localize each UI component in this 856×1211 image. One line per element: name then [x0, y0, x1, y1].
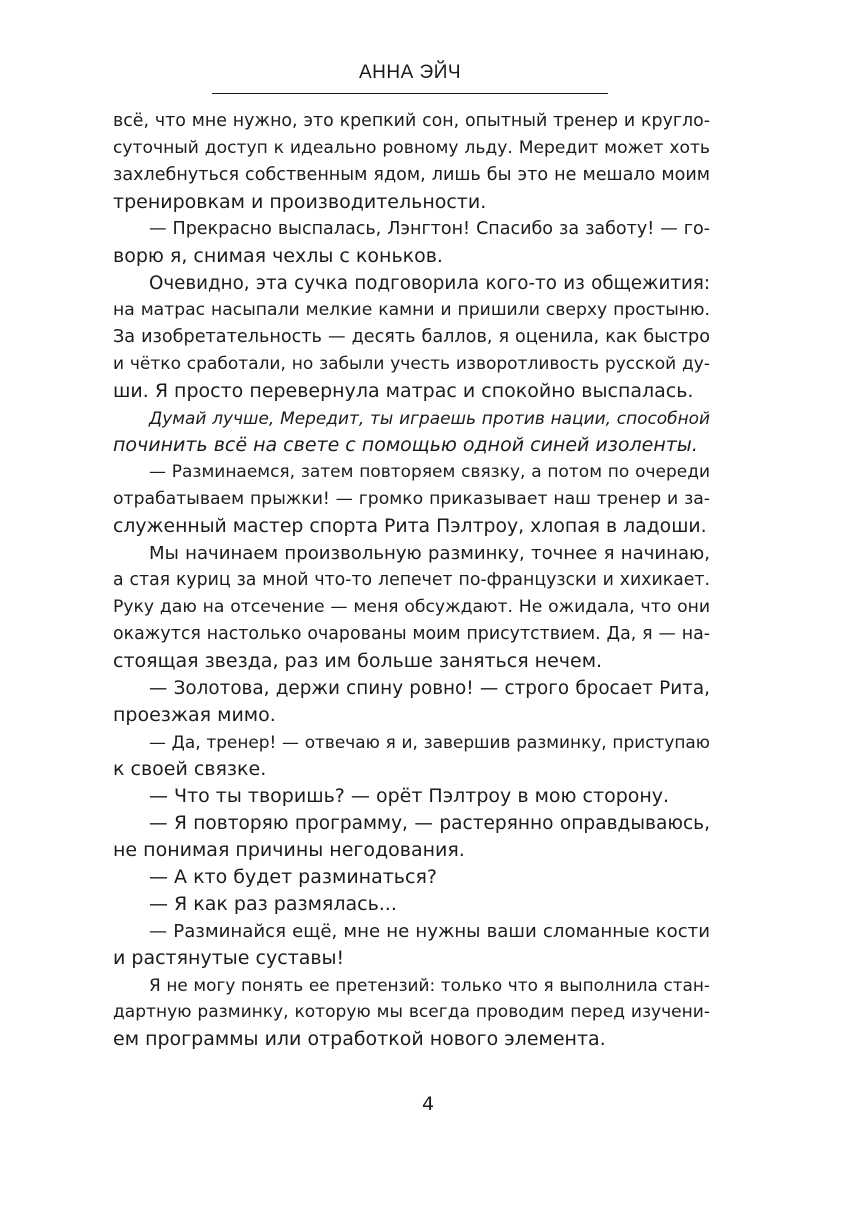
text-line: и растянутые суставы!	[113, 947, 345, 969]
text-line: починить всё на свете с помощью одной синей изоленты.	[113, 434, 698, 456]
paragraph	[113, 675, 710, 729]
page-number: 4	[421, 1093, 435, 1115]
text-line: — Золотова, держи спину ровно! — строго бросает Рита,	[149, 678, 710, 699]
text-line: служенный мастер спорта Рита Пэлтроу, хлопая в ладоши.	[113, 516, 707, 537]
paragraph	[113, 540, 710, 675]
paragraph	[113, 783, 710, 810]
text-line: захлебнуться собственным ядом, лишь бы это не мешало моим	[113, 165, 710, 185]
paragraph	[113, 405, 710, 459]
text-line: Я не могу понять ее претензий: только что я выполнила стан-	[149, 975, 710, 995]
header-rule	[212, 93, 608, 94]
text-line: отрабатываем прыжки! — громко приказывает наш тренер и за-	[113, 489, 710, 509]
paragraph	[113, 216, 710, 270]
paragraph	[113, 108, 710, 216]
text-line: стоящая звезда, раз им больше заняться нечем.	[113, 650, 603, 672]
text-line: — Разминайся ещё, мне не нужны ваши сломанные кости	[149, 921, 710, 942]
text-line: — Да, тренер! — отвечаю я и, завершив разминку, приступаю	[149, 732, 710, 752]
paragraph	[113, 972, 710, 1053]
paragraph	[113, 864, 710, 891]
paragraph	[113, 810, 710, 864]
text-line: окажутся настолько очарованы моим присутствием. Да, я — на-	[113, 624, 710, 644]
text-line: и чётко сработали, но забыли учесть изворотливость русской ду-	[113, 354, 710, 374]
text-line: дартную разминку, которую мы всегда проводим перед изучени-	[113, 1002, 710, 1022]
text-line: Очевидно, эта сучка подговорила кого-то из общежития:	[149, 273, 710, 294]
paragraph	[113, 918, 710, 972]
text-line: Мы начинаем произвольную разминку, точнее я начинаю,	[149, 543, 710, 564]
text-line: на матрас насыпали мелкие камни и пришили сверху простыню.	[113, 300, 710, 320]
text-line: всё, что мне нужно, это крепкий сон, опытный тренер и кругло-	[113, 111, 710, 131]
paragraph	[113, 729, 710, 783]
text-line: к своей связке.	[113, 758, 267, 780]
running-header-author: АННА ЭЙЧ	[358, 62, 462, 83]
paragraph	[113, 270, 710, 405]
body-text	[113, 108, 710, 1053]
text-line: — Я повторяю программу, — растерянно оправдываюсь,	[149, 813, 710, 834]
text-line: ши. Я просто перевернула матрас и спокойно выспалась.	[113, 380, 694, 402]
text-line: а стая куриц за мной что-то лепечет по-французски и хихикает.	[113, 570, 710, 590]
paragraph	[113, 459, 710, 540]
text-line: ворю я, снимая чехлы с коньков.	[113, 245, 443, 267]
text-line: — Прекрасно выспалась, Лэнгтон! Спасибо за заботу! — го-	[149, 219, 710, 239]
text-line: — Я как раз размялась...	[149, 893, 397, 915]
text-line: тренировкам и производительности.	[113, 191, 487, 213]
text-line: суточный доступ к идеально ровному льду. Мередит может хоть	[113, 138, 710, 158]
text-line: — Разминаемся, затем повторяем связку, а потом по очереди	[149, 462, 710, 482]
text-line: — Что ты творишь? — орёт Пэлтроу в мою сторону.	[149, 785, 670, 807]
text-line: За изобретательность — десять баллов, я оценила, как быстро	[113, 327, 710, 347]
text-line: Думай лучше, Мередит, ты играешь против нации, способной	[149, 408, 710, 428]
text-line: — А кто будет разминаться?	[149, 866, 437, 888]
paragraph	[113, 891, 710, 918]
text-line: ем программы или отработкой нового элемента.	[113, 1028, 606, 1050]
text-line: Руку даю на отсечение — меня обсуждают. Не ожидала, что они	[113, 597, 710, 617]
text-line: проезжая мимо.	[113, 704, 276, 726]
text-line: не понимая причины негодования.	[113, 839, 465, 861]
